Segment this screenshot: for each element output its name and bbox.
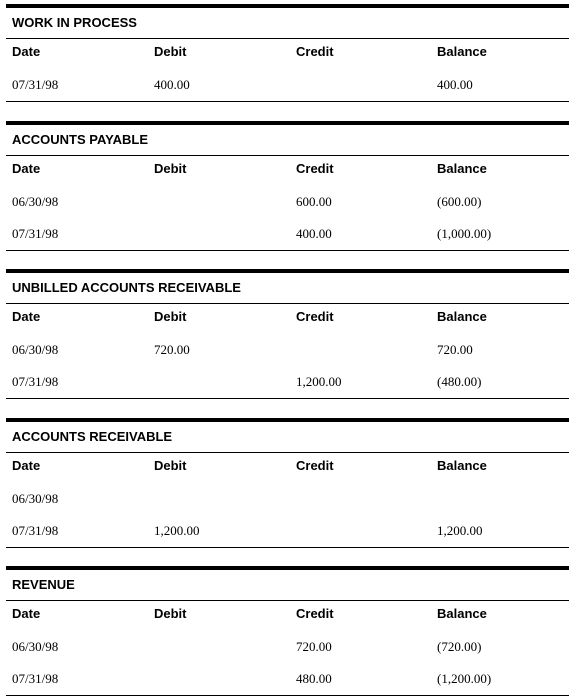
cell-date: 06/30/98 (12, 194, 59, 209)
header-balance: Balance (437, 458, 487, 473)
header-credit: Credit (296, 44, 334, 59)
ledger-bottom-rule (6, 250, 569, 251)
header-credit: Credit (296, 458, 334, 473)
ledger-bottom-rule (6, 695, 569, 696)
ledger-accounts-receivable (6, 418, 569, 548)
cell-date: 07/31/98 (12, 226, 59, 241)
ledger-header-row (6, 156, 569, 186)
ledger-row (6, 515, 569, 547)
cell-date: 06/30/98 (12, 342, 59, 357)
cell-balance: 720.00 (437, 342, 473, 357)
ledger-unbilled-accounts-receivable (6, 269, 569, 399)
cell-balance: 1,200.00 (437, 523, 483, 538)
header-debit: Debit (154, 44, 187, 59)
ledger-header-row (6, 601, 569, 631)
header-debit: Debit (154, 161, 187, 176)
cell-credit: 1,200.00 (296, 374, 342, 389)
header-balance: Balance (437, 44, 487, 59)
cell-credit: 600.00 (296, 194, 332, 209)
cell-balance: (1,000.00) (437, 226, 492, 241)
header-credit: Credit (296, 309, 334, 324)
header-debit: Debit (154, 309, 187, 324)
header-debit: Debit (154, 606, 187, 621)
ledger-title: ACCOUNTS RECEIVABLE (12, 429, 173, 444)
cell-date: 07/31/98 (12, 523, 59, 538)
cell-date: 06/30/98 (12, 491, 59, 506)
cell-credit: 480.00 (296, 671, 332, 686)
header-balance: Balance (437, 309, 487, 324)
cell-debit: 400.00 (154, 77, 190, 92)
cell-balance: (600.00) (437, 194, 482, 209)
ledger-bottom-rule (6, 547, 569, 548)
ledger-bottom-rule (6, 101, 569, 102)
header-debit: Debit (154, 458, 187, 473)
header-date: Date (12, 606, 41, 621)
header-date: Date (12, 161, 41, 176)
cell-date: 07/31/98 (12, 374, 59, 389)
ledger-bottom-rule (6, 398, 569, 399)
header-date: Date (12, 458, 41, 473)
ledger-work-in-process (6, 4, 569, 102)
ledger-row (6, 69, 569, 101)
header-balance: Balance (437, 606, 487, 621)
ledger-row (6, 663, 569, 695)
ledger-title: ACCOUNTS PAYABLE (12, 132, 149, 147)
header-credit: Credit (296, 606, 334, 621)
ledger-row (6, 186, 569, 218)
cell-balance: (1,200.00) (437, 671, 492, 686)
cell-date: 06/30/98 (12, 639, 59, 654)
cell-balance: 400.00 (437, 77, 473, 92)
ledger-accounts-payable (6, 121, 569, 251)
ledger-title: WORK IN PROCESS (12, 15, 137, 30)
ledger-title: UNBILLED ACCOUNTS RECEIVABLE (12, 280, 241, 295)
ledger-row (6, 334, 569, 366)
header-date: Date (12, 44, 41, 59)
cell-debit: 720.00 (154, 342, 190, 357)
cell-balance: (480.00) (437, 374, 482, 389)
cell-date: 07/31/98 (12, 77, 59, 92)
ledger-row (6, 218, 569, 250)
cell-credit: 720.00 (296, 639, 332, 654)
cell-debit: 1,200.00 (154, 523, 200, 538)
ledger-header-row (6, 39, 569, 69)
cell-credit: 400.00 (296, 226, 332, 241)
ledger-header-row (6, 453, 569, 483)
header-credit: Credit (296, 161, 334, 176)
ledger-row (6, 483, 569, 515)
ledger-title: REVENUE (12, 577, 75, 592)
header-balance: Balance (437, 161, 487, 176)
cell-balance: (720.00) (437, 639, 482, 654)
cell-date: 07/31/98 (12, 671, 59, 686)
header-date: Date (12, 309, 41, 324)
ledger-header-row (6, 304, 569, 334)
ledger-row (6, 631, 569, 663)
ledger-row (6, 366, 569, 398)
ledger-revenue (6, 566, 569, 696)
